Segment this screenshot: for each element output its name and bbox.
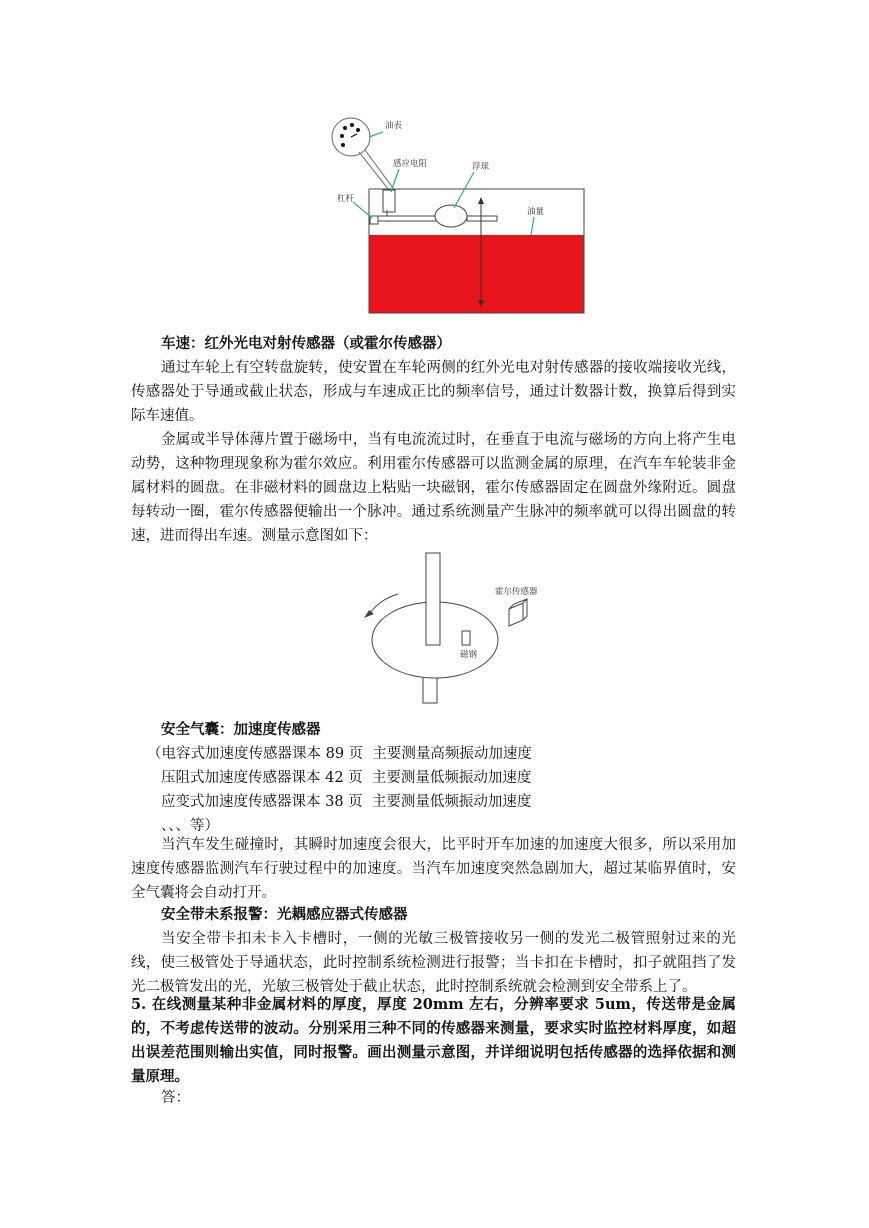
magnet — [462, 631, 470, 645]
seatbelt-paragraph: 当安全带卡扣未卡入卡槽时，一侧的光敏三极管接收另一侧的发光二极管照射过来的光线，使三极管处于导通状态，此时控制系统检测进行报警；当卡扣在卡槽时，扣子就阻挡了发光二极管发出的光，光敏三极管处于截止状态，此时控制系统就会检测到安全带系上了。 — [131, 931, 736, 995]
speed-paragraph-1: 通过车轮上有空转盘旋转，使安置在车轮两侧的红外光电对射传感器的接收端接收光线，传感器处于导通或截止状态，形成与车速成正比的频率信号，通过计数器计数，换算后得到实际车速值。 — [131, 360, 736, 424]
hall-sensor — [509, 599, 527, 626]
float-ball — [435, 205, 467, 227]
shaft-lower — [423, 676, 437, 703]
airbag-paragraph: 当汽车发生碰撞时，其瞬时加速度会很大，比平时开车加速的加速度大很多，所以采用加速度传感器监测汽车行驶过程中的加速度。当汽车加速度突然急剧加大，超过某临界值时，安全气囊将会自动打开。 — [131, 837, 736, 901]
resistor-label: 感应电阻 — [393, 159, 428, 169]
airbag-line-2: 压阻式加速度传感器课本 42 页 主要测量低频振动加速度 — [161, 770, 532, 786]
speed-paragraph-2: 金属或半导体薄片置于磁场中，当有电流流过时，在垂直于电流与磁场的方向上将产生电动势，这种物理现象称为霍尔效应。利用霍尔传感器可以监测金属的原理，在汽车车轮装非金属材料的圆盘。在非磁材料的圆盘边上粘贴一块磁钢，霍尔传感器固定在圆盘外缘附近。圆盘每转动一圈，霍尔传感器便输出一个脉冲。通过系统测量产生脉冲的频率就可以得出圆盘的转速，进而得出车速。测量示意图如下： — [131, 432, 736, 544]
oil-label: 油量 — [527, 207, 545, 217]
lever-arm — [378, 216, 438, 221]
airbag-heading: 安全气囊：加速度传感器 — [161, 721, 321, 738]
hall-sensor-figure — [360, 548, 550, 708]
lever-label: 杠杆 — [337, 194, 355, 204]
gauge-label: 油表 — [385, 121, 403, 131]
shaft-upper — [426, 553, 440, 645]
seatbelt-heading: 安全带未系报警：光耦感应器式传感器 — [161, 906, 408, 923]
airbag-line-3: 应变式加速度传感器课本 38 页 主要测量低频振动加速度 — [161, 794, 532, 810]
hall-label: 霍尔传感器 — [495, 587, 538, 597]
magnet-label: 磁钢 — [460, 650, 478, 660]
airbag-line-1: （电容式加速度传感器课本 89 页 主要测量高频振动加速度 — [147, 746, 532, 762]
fuel-gauge-figure — [329, 112, 589, 317]
sensing-resistor — [383, 190, 395, 212]
speed-heading: 车速：红外光电对射传感器（或霍尔传感器） — [161, 335, 451, 352]
oil-level — [369, 235, 584, 313]
answer-label: 答： — [161, 1090, 190, 1106]
airbag-line-4: 、、、等） — [161, 818, 219, 834]
question-5: 5. 在线测量某种非金属材料的厚度，厚度 20mm 左右，分辨率要求 5um，传送带是金属的，不考虑传送带的波动。分别采用三种不同的传感器来测量，要求实时监控材料厚度，如超出误差范围则输出实值，同时报警。画出测量示意图，并详细说明包括传感器的选择依据和测量原理。 — [131, 996, 736, 1085]
float-label: 浮球 — [472, 162, 490, 172]
